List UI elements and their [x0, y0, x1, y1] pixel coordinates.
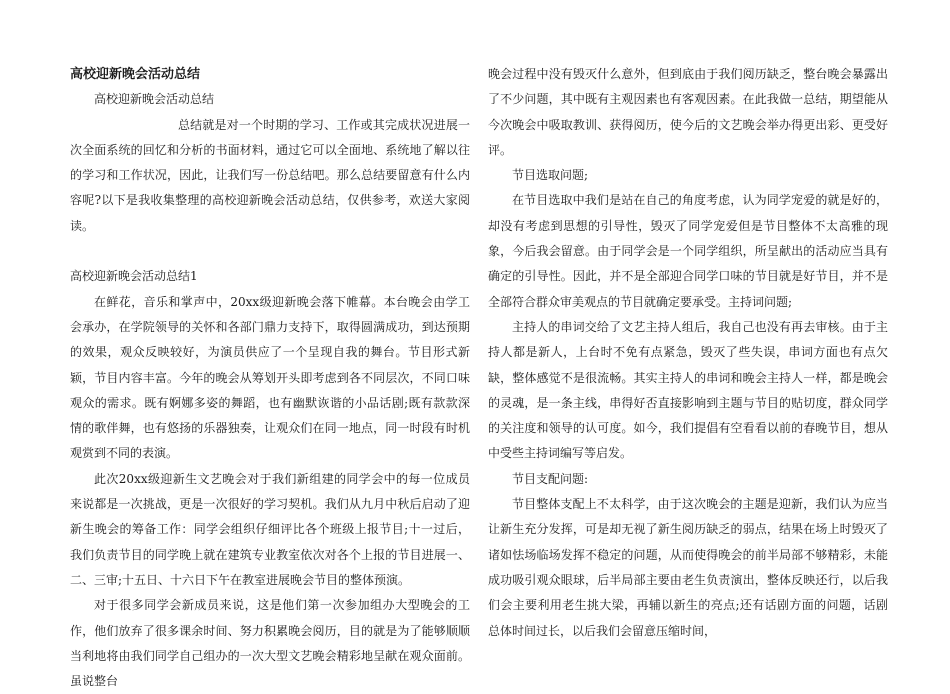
paragraph: 高校迎新晚会活动总结1 [70, 269, 198, 284]
paragraph: 节目选取问题; [512, 168, 589, 183]
left-paragraphs [70, 87, 470, 694]
paragraph: 对于很多同学会新成员来说，这是他们第一次参加组办大型晚会的工作，他们放弃了很多课余时间、努力积累晚会阅历，目的就是为了能够顺顺当利地将由我们同学自己组办的一次大型文艺晚会精彩地呈献在观众面前。虽说整台 [70, 598, 470, 689]
paragraph: 晚会过程中没有毁灭什么意外，但到底由于我们阅历缺乏，整台晚会暴露出了不少问题，其中既有主观因素也有客观因素。在此我做一总结，期望能从今次晚会中吸取教训、获得阅历，使今后的文艺晚会举办得更出彩、更受好评。 [488, 67, 888, 157]
paragraph: 总结就是对一个时期的学习、工作或其完成状况进展一次全面系统的回忆和分析的书面材料，通过它可以全面地、系统地了解以往的学习和工作状况，因此，让我们写一份总结吧。那么总结要留意有什么内容呢?以下是我收集整理的高校迎新晚会活动总结，仅供参考，欢送大家阅读。 [70, 117, 470, 233]
document-title: 高校迎新晚会活动总结 [70, 67, 201, 82]
paragraph: 节目整体支配上不太科学，由于这次晚会的主题是迎新，我们认为应当让新生充分发挥，可是却无视了新生阅历缺乏的弱点，结果在场上时毁灭了诸如怯场临场发挥不稳定的问题，从而使得晚会的前半局部不够精彩，未能成功吸引观众眼球，后半局部主要由老生负责演出，整体反映还行，以后我们会主要利用老生挑大梁，再辅以新生的亮点;还有话剧方面的问题，话剧总体时间过长，以后我们会留意压缩时间， [488, 497, 888, 638]
right-column [488, 62, 888, 644]
paragraph: 主持人的串词交给了文艺主持人组后，我自己也没有再去审核。由于主持人都是新人，上台时不免有点紧急，毁灭了些失误，串词方面也有点欠缺，整体感觉不是很流畅。其实主持人的串词和晚会主持人一样，都是晚会的灵魂，是一条主线，串得好否直接影响到主题与节目的贴切度，群众同学的关注度和领导的认可度。如今，我们提倡有空看看以前的春晚节目，想从中受些主持词编写等启发。 [488, 319, 888, 461]
paragraph: 在节目选取中我们是站在自己的角度考虑，认为同学宠爱的就是好的，却没有考虑到思想的引导性，毁灭了同学宠爱但是节目整体不太高雅的现象，今后我会留意。由于同学会是一个同学组织，所呈献出的活动应当具有确定的引导性。因此，并不是全部迎合同学口味的节目就是好节目，并不是全部符合群众审美观点的节目就确定要承受。主持词问题; [488, 193, 888, 309]
paragraph: 节目支配问题: [512, 471, 589, 486]
paragraph: 高校迎新晚会活动总结 [94, 92, 215, 107]
paragraph: 在鲜花，音乐和掌声中，20xx级迎新晚会落下帷幕。本台晚会由学工会承办，在学院领导的关怀和各部门鼎力支持下，取得圆满成功，到达预期的效果，观众反映较好，为演员供应了一个呈现自我的舞台。节目形式新颖，节目内容丰富。今年的晚会从筹划开头即考虑到各不同层次，不同口味观众的需求。既有婀娜多姿的舞蹈，也有幽默诙谐的小品话剧;既有款款深情的歌伴舞，也有悠扬的乐器独奏，让观众们在同一地点，同一时段有时机观赏到不同的表演。 [70, 294, 470, 461]
left-column [70, 62, 470, 694]
blank-line [70, 239, 470, 264]
right-paragraphs [488, 62, 888, 644]
paragraph: 此次20xx级迎新生文艺晚会对于我们新组建的同学会中的每一位成员来说都是一次挑战，更是一次很好的学习契机。我们从九月中秋后启动了迎新生晚会的筹备工作：同学会组织仔细评比各个班级上报节目;十一过后，我们负责节目的同学晚上就在建筑专业教室依次对各个上报的节目进展一、二、三审;十五日、十六日下午在教室进展晚会节目的整体预演。 [70, 471, 470, 587]
